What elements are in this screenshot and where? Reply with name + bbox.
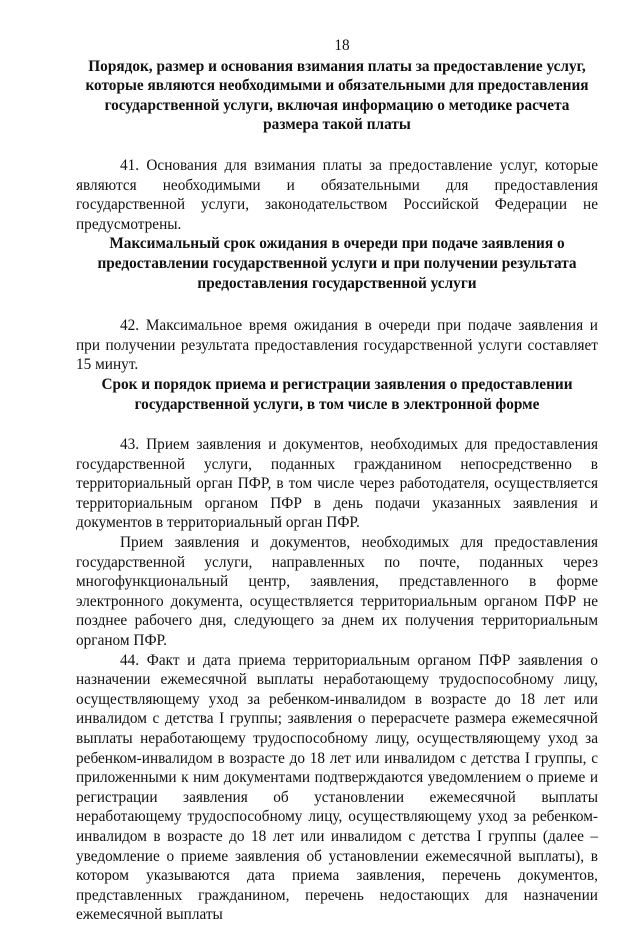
paragraph-43-continued: Прием заявления и документов, необходимых для предоставления государственной услуги, направленных по почте, поданных через многофункциональный центр, заявления, представленного в форме электронного документа, осуществляется территориальным органом ПФР не позднее рабочего дня, следующего за днем их получения территориальным органом ПФР. [76,534,598,650]
paragraph-42: 42. Максимальное время ожидания в очереди при подаче заявления и при получении результата предоставления государственной услуги составляет 15 минут. [76,317,598,374]
paragraph-43: 43. Прием заявления и документов, необходимых для предоставления государственной услуги, поданных гражданином непосредственно в территориальный орган ПФР, в том числе через работодателя, осуществляется территориальным органом ПФР в день подачи указанных заявления и документов в территориальный орган ПФР. [76,436,598,532]
paragraph-44: 44. Факт и дата приема территориальным органом ПФР заявления о назначении ежемесячной выплаты неработающему трудоспособному лицу, осуществляющему уход за ребенком-инвалидом в возрасте до 18 лет или инвалидом с детства I группы; заявления о перерасчете размера ежемесячной выплаты неработающему трудоспособному лицу, осуществляющему уход за ребенком-инвалидом в возрасте до 18 лет или инвалидом с детства I группы, с приложенными к ним документами подтверждаются уведомлением о приеме и регистрации заявления об установлении ежемесячной выплаты неработающему трудоспособному лицу, осуществляющему уход за ребенком-инвалидом в возрасте до 18 лет или инвалидом с детства I группы (далее – уведомление о приеме заявления об установлении ежемесячной выплаты), в котором указываются дата приема заявления, перечень документов, представленных гражданином, перечень недостающих для назначении ежемесячной выплаты [76,651,598,924]
paragraph-41: 41. Основания для взимания платы за предоставление услуг, которые являются необходимыми и обязательными для предоставления государственной услуги, законодательством Российской Федерации не предусмотрены. [76,156,598,233]
section-heading-queue-time: Максимальный срок ожидания в очереди при подаче заявления о предоставлении государственной услуги и при получении результата предоставления государственной услуги [97,235,577,292]
section-heading-payment: Порядок, размер и основания взимания платы за предоставление услуг, которые являются необходимыми и обязательными для предоставления государственной услуги, включая информацию о методике расчета размера такой платы [85,57,589,134]
page-number: 18 [334,37,350,54]
section-heading-registration: Срок и порядок приема и регистрации заявления о предоставлении государственной услуги, в том числе в электронной форме [101,375,573,413]
